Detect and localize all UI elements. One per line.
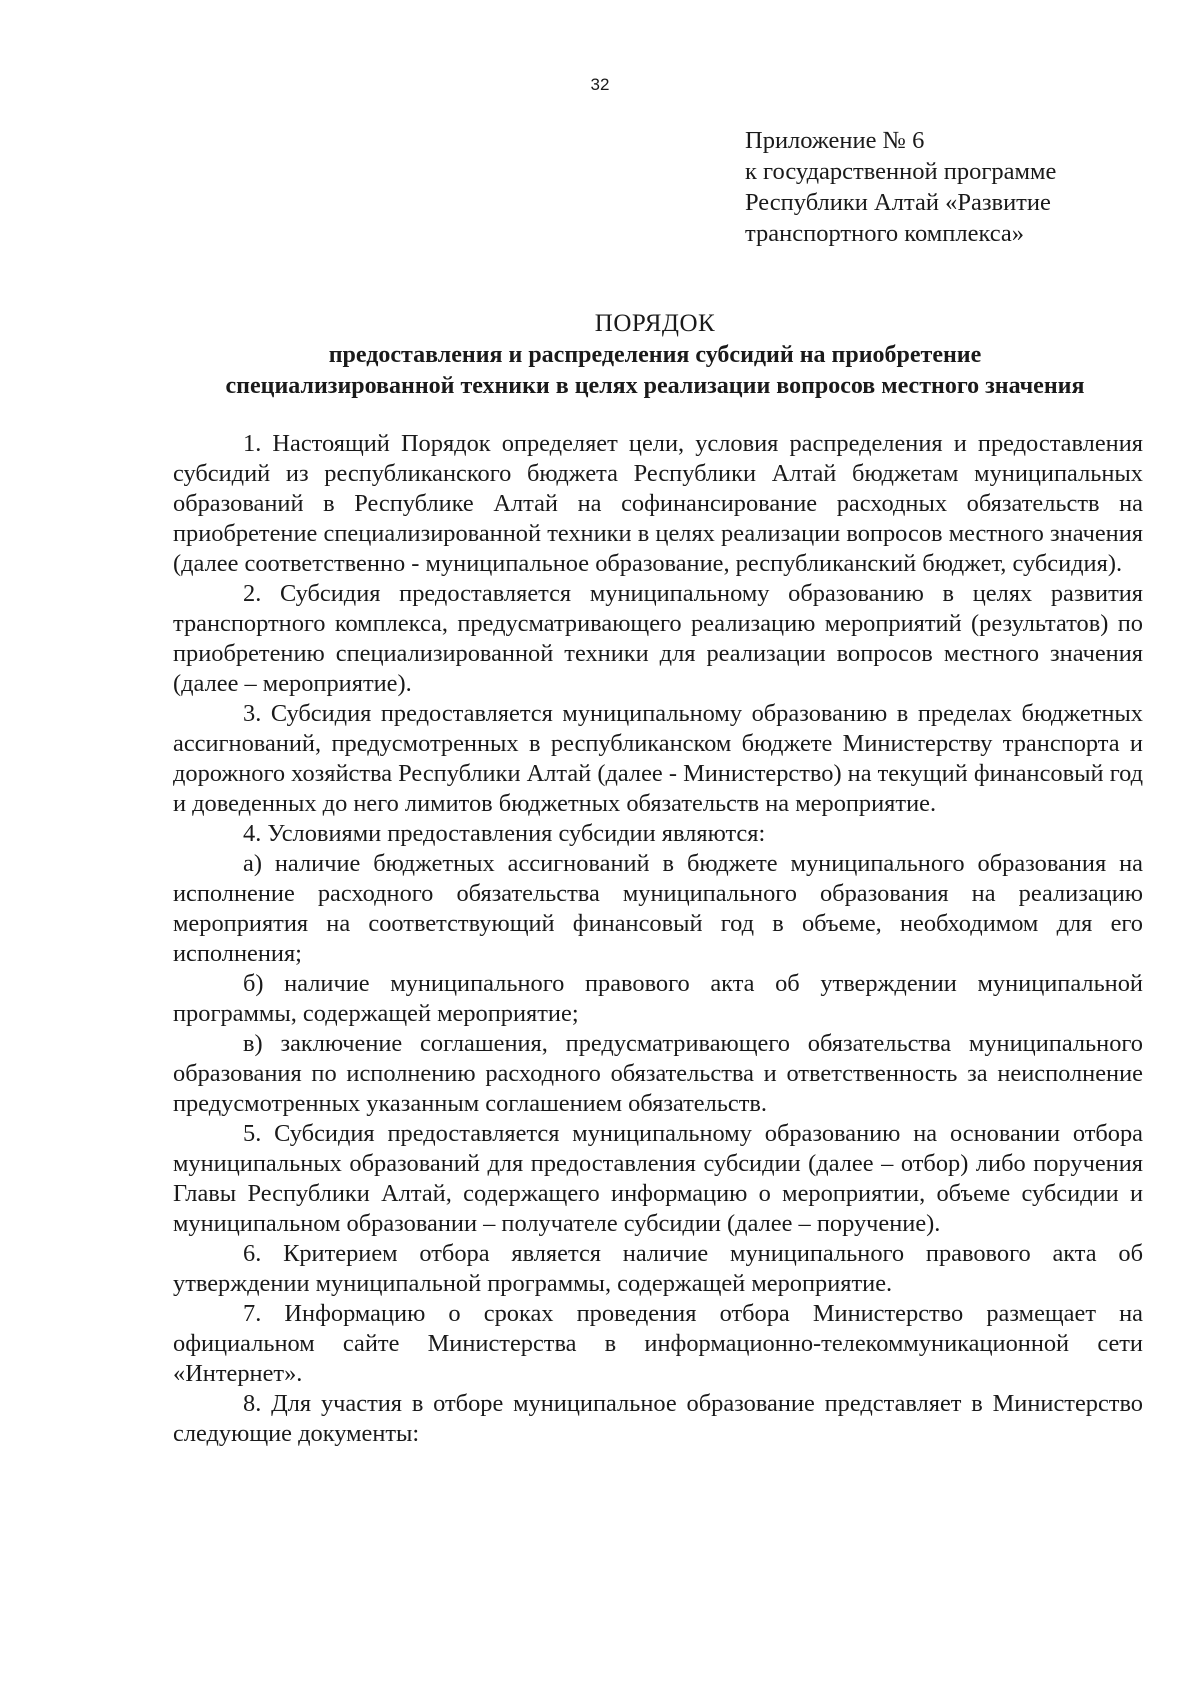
paragraph: 6. Критерием отбора является наличие муниципального правового акта об утверждении муниципальной программы, содержащей мероприятие. <box>173 1240 1143 1297</box>
paragraph: 3. Субсидия предоставляется муниципальному образованию в пределах бюджетных ассигнований, предусмотренных в республиканском бюджете Министерству транспорта и дорожного хозяйства Республики Алтай (далее - Министерство) на текущий финансовый год и доведенных до него лимитов бюджетных обязательств на мероприятие. <box>173 700 1143 817</box>
appendix-line: транспортного комплекса» <box>745 220 1025 247</box>
title-subtitle-line: предоставления и распределения субсидий на приобретение <box>328 342 982 368</box>
document-title <box>175 308 1135 402</box>
paragraph: 4. Условиями предоставления субсидии являются: <box>243 820 766 847</box>
paragraph: 7. Информацию о сроках проведения отбора Министерство размещает на официальном сайте Министерства в информационно-телекоммуникационной сети «Интернет». <box>173 1300 1143 1387</box>
page-number: 32 <box>590 75 610 94</box>
document-body <box>173 429 1143 1449</box>
paragraph: 1. Настоящий Порядок определяет цели, условия распределения и предоставления субсидий из республиканского бюджета Республики Алтай бюджетам муниципальных образований в Республике Алтай на софинансирование расходных обязательств на приобретение специализированной техники в целях реализации вопросов местного значения (далее соответственно - муниципальное образование, республиканский бюджет, субсидия). <box>173 430 1143 577</box>
title-main: ПОРЯДОК <box>594 310 716 337</box>
paragraph: а) наличие бюджетных ассигнований в бюджете муниципального образования на исполнение расходного обязательства муниципального образования на реализацию мероприятия на соответствующий финансовый год в объеме, необходимом для его исполнения; <box>173 850 1143 967</box>
paragraph: б) наличие муниципального правового акта об утверждении муниципальной программы, содержащей мероприятие; <box>173 970 1143 1027</box>
paragraph: в) заключение соглашения, предусматривающего обязательства муниципального образования по исполнению расходного обязательства и ответственность за неисполнение предусмотренных указанным соглашением обязательств. <box>173 1030 1143 1117</box>
appendix-header <box>745 125 1165 249</box>
appendix-line: Республики Алтай «Развитие <box>745 189 1051 216</box>
paragraph: 2. Субсидия предоставляется муниципальному образованию в целях развития транспортного комплекса, предусматривающего реализацию мероприятий (результатов) по приобретению специализированной техники для реализации вопросов местного значения (далее – мероприятие). <box>173 580 1143 697</box>
paragraph: 5. Субсидия предоставляется муниципальному образованию на основании отбора муниципальных образований для предоставления субсидии (далее – отбор) либо поручения Главы Республики Алтай, содержащего информацию о мероприятии, объеме субсидии и муниципальном образовании – получателе субсидии (далее – поручение). <box>173 1120 1143 1237</box>
appendix-line: Приложение № 6 <box>745 127 925 154</box>
title-subtitle-line: специализированной техники в целях реализации вопросов местного значения <box>225 373 1085 399</box>
paragraph: 8. Для участия в отборе муниципальное образование представляет в Министерство следующие документы: <box>173 1390 1143 1447</box>
appendix-line: к государственной программе <box>745 158 1057 185</box>
